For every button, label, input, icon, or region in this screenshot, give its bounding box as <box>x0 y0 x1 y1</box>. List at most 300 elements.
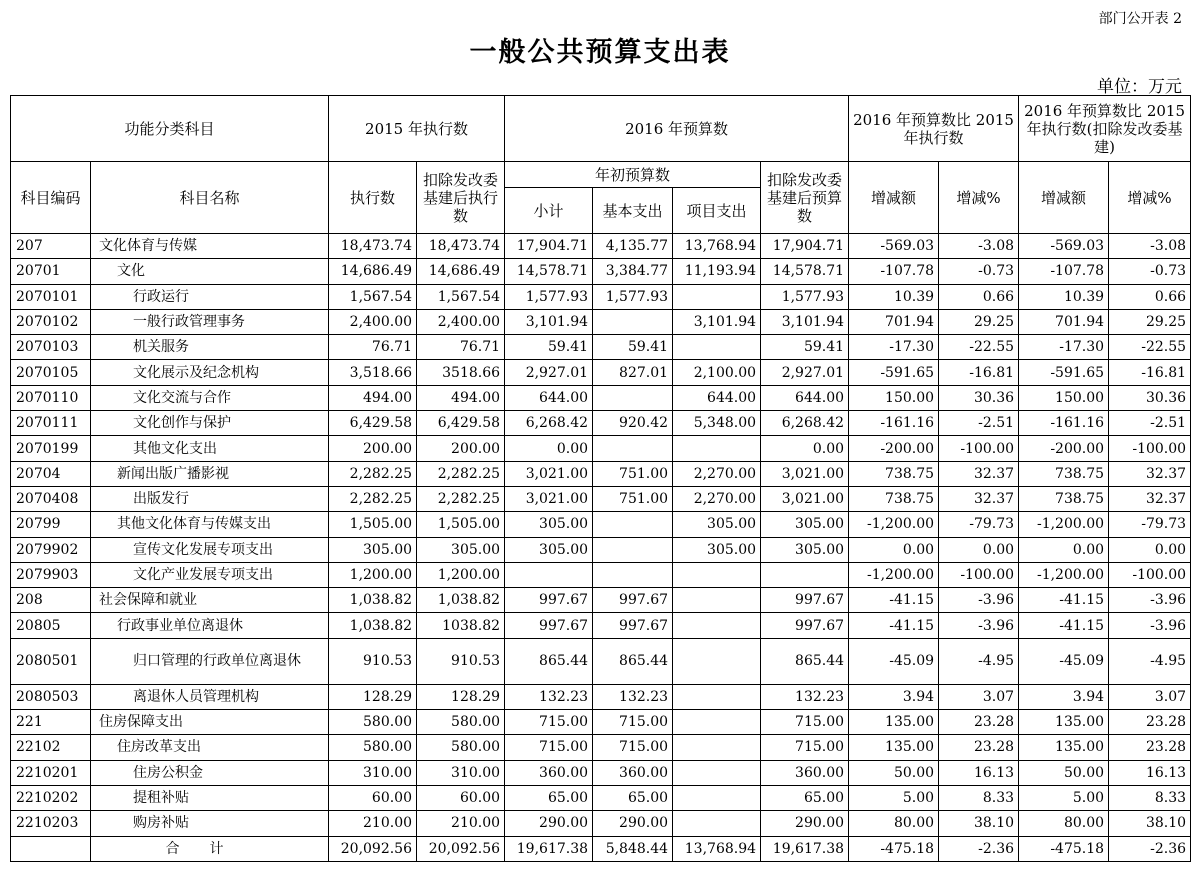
table-row <box>11 613 1191 638</box>
row-value: 0.00 <box>939 537 1019 562</box>
row-value: 17,904.71 <box>761 234 849 259</box>
row-value: 2,927.01 <box>761 360 849 385</box>
table-row <box>11 360 1191 385</box>
header-project: 项目支出 <box>673 188 761 234</box>
row-value: 360.00 <box>761 760 849 785</box>
total-row <box>11 836 1191 861</box>
total-value: 19,617.38 <box>505 836 593 861</box>
row-value: 3.07 <box>939 684 1019 709</box>
row-name: 宣传文化发展专项支出 <box>91 537 329 562</box>
row-value: 60.00 <box>329 785 417 810</box>
row-value: 32.37 <box>1109 486 1191 511</box>
header-exec-excl: 扣除发改委基建后执行数 <box>417 162 505 234</box>
row-value: 5.00 <box>849 785 939 810</box>
row-value: 2,282.25 <box>417 461 505 486</box>
row-code: 2070105 <box>11 360 91 385</box>
row-value: 1,567.54 <box>417 284 505 309</box>
row-code: 2079902 <box>11 537 91 562</box>
form-number-tag: 部门公开表 2 <box>1098 11 1182 27</box>
row-value: -3.96 <box>1109 588 1191 613</box>
row-value: 8.33 <box>939 785 1019 810</box>
header-compare-2015: 2016 年预算数比 2015 年执行数 <box>849 96 1019 162</box>
row-value: 290.00 <box>505 811 593 836</box>
row-value <box>505 562 593 587</box>
row-name: 文化 <box>91 259 329 284</box>
header-basic: 基本支出 <box>593 188 673 234</box>
row-value: 3,021.00 <box>761 486 849 511</box>
row-value: 210.00 <box>329 811 417 836</box>
row-value: 580.00 <box>417 710 505 735</box>
row-name: 提租补贴 <box>91 785 329 810</box>
row-code: 20704 <box>11 461 91 486</box>
table-row <box>11 735 1191 760</box>
row-value <box>673 735 761 760</box>
row-value: 65.00 <box>505 785 593 810</box>
row-value: 1,505.00 <box>417 512 505 537</box>
header-func-class: 功能分类科目 <box>11 96 329 162</box>
row-value: 135.00 <box>849 710 939 735</box>
row-value: 3.94 <box>1019 684 1109 709</box>
row-value: 1,200.00 <box>329 562 417 587</box>
row-value: 32.37 <box>939 486 1019 511</box>
row-value: 128.29 <box>329 684 417 709</box>
table-row <box>11 638 1191 684</box>
row-value: 65.00 <box>761 785 849 810</box>
row-value: 580.00 <box>329 735 417 760</box>
row-code: 20701 <box>11 259 91 284</box>
row-value: 3,384.77 <box>593 259 673 284</box>
row-value: 210.00 <box>417 811 505 836</box>
table-row <box>11 588 1191 613</box>
row-name: 文化体育与传媒 <box>91 234 329 259</box>
row-value: 4,135.77 <box>593 234 673 259</box>
row-value: 135.00 <box>1019 735 1109 760</box>
row-value: 644.00 <box>505 385 593 410</box>
row-value: -17.30 <box>849 335 939 360</box>
row-value: 16.13 <box>1109 760 1191 785</box>
row-value: 3,101.94 <box>673 309 761 334</box>
row-value: 1,200.00 <box>417 562 505 587</box>
row-value: 1,038.82 <box>329 588 417 613</box>
row-value: -3.96 <box>1109 613 1191 638</box>
row-value: 128.29 <box>417 684 505 709</box>
row-value: 2,400.00 <box>329 309 417 334</box>
row-name: 其他文化体育与传媒支出 <box>91 512 329 537</box>
row-value: 6,429.58 <box>417 411 505 436</box>
row-value: 910.53 <box>329 638 417 684</box>
row-name: 住房保障支出 <box>91 710 329 735</box>
row-value: 1,038.82 <box>417 588 505 613</box>
row-value: -41.15 <box>849 613 939 638</box>
header-name: 科目名称 <box>91 162 329 234</box>
row-value: 2,282.25 <box>417 486 505 511</box>
row-value: 23.28 <box>1109 710 1191 735</box>
row-value: 3518.66 <box>417 360 505 385</box>
row-value: 0.00 <box>505 436 593 461</box>
row-value: 1,038.82 <box>329 613 417 638</box>
row-value: 865.44 <box>761 638 849 684</box>
row-value: -161.16 <box>849 411 939 436</box>
row-value: 997.67 <box>505 613 593 638</box>
table-row <box>11 562 1191 587</box>
row-value: -1,200.00 <box>849 512 939 537</box>
row-value: 10.39 <box>1019 284 1109 309</box>
row-value <box>593 385 673 410</box>
row-value: 18,473.74 <box>417 234 505 259</box>
row-name: 机关服务 <box>91 335 329 360</box>
row-code: 2080503 <box>11 684 91 709</box>
row-value: 827.01 <box>593 360 673 385</box>
row-value: -2.51 <box>939 411 1019 436</box>
row-value: 305.00 <box>761 512 849 537</box>
row-value: 3.94 <box>849 684 939 709</box>
row-value: -100.00 <box>1109 436 1191 461</box>
header-budget-excl: 扣除发改委基建后预算数 <box>761 162 849 234</box>
total-value: 20,092.56 <box>417 836 505 861</box>
row-value: 150.00 <box>1019 385 1109 410</box>
row-value: -17.30 <box>1019 335 1109 360</box>
row-name: 住房公积金 <box>91 760 329 785</box>
row-value: 997.67 <box>761 588 849 613</box>
row-value: 30.36 <box>1109 385 1191 410</box>
row-value <box>673 638 761 684</box>
row-value: -3.96 <box>939 613 1019 638</box>
total-label: 合计 <box>91 836 329 861</box>
row-value: 715.00 <box>761 710 849 735</box>
row-value: 2,927.01 <box>505 360 593 385</box>
row-value: 16.13 <box>939 760 1019 785</box>
row-value: 5.00 <box>1019 785 1109 810</box>
row-value <box>673 613 761 638</box>
row-value: 2,270.00 <box>673 461 761 486</box>
row-value: 701.94 <box>1019 309 1109 334</box>
row-value: -3.08 <box>939 234 1019 259</box>
row-name: 行政运行 <box>91 284 329 309</box>
row-value: 910.53 <box>417 638 505 684</box>
row-value: 997.67 <box>593 613 673 638</box>
row-value: 1,577.93 <box>505 284 593 309</box>
row-value: -41.15 <box>849 588 939 613</box>
table-row <box>11 335 1191 360</box>
row-value: 1,505.00 <box>329 512 417 537</box>
row-value: 0.66 <box>1109 284 1191 309</box>
total-value: -475.18 <box>1019 836 1109 861</box>
row-code: 2070199 <box>11 436 91 461</box>
row-code: 208 <box>11 588 91 613</box>
row-name: 住房改革支出 <box>91 735 329 760</box>
total-value: -2.36 <box>939 836 1019 861</box>
total-value: -2.36 <box>1109 836 1191 861</box>
row-value: -79.73 <box>939 512 1019 537</box>
row-code: 2079903 <box>11 562 91 587</box>
row-name: 文化创作与保护 <box>91 411 329 436</box>
row-value: -107.78 <box>849 259 939 284</box>
row-value <box>593 562 673 587</box>
row-value: 0.00 <box>1019 537 1109 562</box>
row-value: 751.00 <box>593 486 673 511</box>
row-code: 2210201 <box>11 760 91 785</box>
row-value: 8.33 <box>1109 785 1191 810</box>
row-value <box>673 811 761 836</box>
row-code: 2080501 <box>11 638 91 684</box>
row-value: 305.00 <box>329 537 417 562</box>
row-value: 580.00 <box>329 710 417 735</box>
row-name: 归口管理的行政单位离退休 <box>91 638 329 684</box>
row-value <box>673 335 761 360</box>
row-value: 6,268.42 <box>761 411 849 436</box>
row-value: 2,270.00 <box>673 486 761 511</box>
row-name: 购房补贴 <box>91 811 329 836</box>
header-exec-2015: 2015 年执行数 <box>329 96 505 162</box>
row-value: 32.37 <box>939 461 1019 486</box>
row-value: 715.00 <box>761 735 849 760</box>
row-value: 18,473.74 <box>329 234 417 259</box>
total-value: 19,617.38 <box>761 836 849 861</box>
row-name: 行政事业单位离退休 <box>91 613 329 638</box>
row-value: 360.00 <box>593 760 673 785</box>
row-value: 751.00 <box>593 461 673 486</box>
row-value <box>673 684 761 709</box>
row-value: 6,429.58 <box>329 411 417 436</box>
row-value: 310.00 <box>417 760 505 785</box>
row-value: 305.00 <box>673 512 761 537</box>
row-value: -41.15 <box>1019 613 1109 638</box>
row-value: 1,577.93 <box>593 284 673 309</box>
header-inc-amt-2: 增减额 <box>1019 162 1109 234</box>
table-body <box>11 234 1191 862</box>
row-value <box>593 512 673 537</box>
row-value: 644.00 <box>673 385 761 410</box>
row-code: 2070102 <box>11 309 91 334</box>
row-value: 738.75 <box>849 461 939 486</box>
row-value: 150.00 <box>849 385 939 410</box>
row-value: 310.00 <box>329 760 417 785</box>
row-value: 6,268.42 <box>505 411 593 436</box>
row-value: 14,686.49 <box>417 259 505 284</box>
row-value: -1,200.00 <box>1019 512 1109 537</box>
row-value: -16.81 <box>939 360 1019 385</box>
row-value: -569.03 <box>1019 234 1109 259</box>
row-value: 2,282.25 <box>329 486 417 511</box>
table-row <box>11 309 1191 334</box>
row-name: 文化交流与合作 <box>91 385 329 410</box>
row-value: -107.78 <box>1019 259 1109 284</box>
row-value: 60.00 <box>417 785 505 810</box>
row-code: 20805 <box>11 613 91 638</box>
row-name: 文化展示及纪念机构 <box>91 360 329 385</box>
row-value: -0.73 <box>1109 259 1191 284</box>
table-row <box>11 785 1191 810</box>
row-value: 644.00 <box>761 385 849 410</box>
row-value: 738.75 <box>1019 461 1109 486</box>
row-value: 76.71 <box>417 335 505 360</box>
row-value: 29.25 <box>939 309 1019 334</box>
row-value: -161.16 <box>1019 411 1109 436</box>
row-value: 1,567.54 <box>329 284 417 309</box>
row-value: -569.03 <box>849 234 939 259</box>
row-value: 132.23 <box>761 684 849 709</box>
row-value: 3,021.00 <box>505 461 593 486</box>
row-value: 50.00 <box>1019 760 1109 785</box>
row-value: 23.28 <box>939 710 1019 735</box>
header-subtotal: 小计 <box>505 188 593 234</box>
budget-expenditure-table <box>10 95 1191 862</box>
row-code: 2070101 <box>11 284 91 309</box>
row-value: 0.00 <box>1109 537 1191 562</box>
row-value: 50.00 <box>849 760 939 785</box>
row-code: 2070110 <box>11 385 91 410</box>
row-name: 其他文化支出 <box>91 436 329 461</box>
row-code: 2070408 <box>11 486 91 511</box>
row-value: 23.28 <box>1109 735 1191 760</box>
row-value: 135.00 <box>1019 710 1109 735</box>
row-value: 76.71 <box>329 335 417 360</box>
header-compare-2015-excl: 2016 年预算数比 2015 年执行数(扣除发改委基建) <box>1019 96 1191 162</box>
row-value: 23.28 <box>939 735 1019 760</box>
header-budget-2016: 2016 年预算数 <box>505 96 849 162</box>
row-value: 3,021.00 <box>505 486 593 511</box>
row-value: 290.00 <box>761 811 849 836</box>
row-value: 0.00 <box>761 436 849 461</box>
row-value: 494.00 <box>329 385 417 410</box>
row-value: -41.15 <box>1019 588 1109 613</box>
row-value: 738.75 <box>1019 486 1109 511</box>
row-value: 11,193.94 <box>673 259 761 284</box>
unit-label: 单位：万元 <box>1097 77 1182 97</box>
row-value: 132.23 <box>505 684 593 709</box>
row-value: 920.42 <box>593 411 673 436</box>
row-value: 494.00 <box>417 385 505 410</box>
header-code: 科目编码 <box>11 162 91 234</box>
table-row <box>11 512 1191 537</box>
total-code-cell <box>11 836 91 861</box>
table-row <box>11 537 1191 562</box>
row-value: 14,578.71 <box>761 259 849 284</box>
row-value: 14,578.71 <box>505 259 593 284</box>
row-value <box>593 537 673 562</box>
row-name: 一般行政管理事务 <box>91 309 329 334</box>
header-inc-pct: 增减% <box>939 162 1019 234</box>
row-value: 0.00 <box>849 537 939 562</box>
row-value <box>593 436 673 461</box>
row-value: 13,768.94 <box>673 234 761 259</box>
row-value: 59.41 <box>761 335 849 360</box>
header-exec: 执行数 <box>329 162 417 234</box>
table-row <box>11 436 1191 461</box>
row-name: 离退休人员管理机构 <box>91 684 329 709</box>
row-value: 715.00 <box>593 710 673 735</box>
row-value: 865.44 <box>505 638 593 684</box>
row-name: 新闻出版广播影视 <box>91 461 329 486</box>
row-value: 59.41 <box>593 335 673 360</box>
table-row <box>11 234 1191 259</box>
row-value: 2,400.00 <box>417 309 505 334</box>
row-value: 3,021.00 <box>761 461 849 486</box>
row-value: -591.65 <box>849 360 939 385</box>
row-value: -2.51 <box>1109 411 1191 436</box>
row-value: 305.00 <box>505 537 593 562</box>
total-value: 5,848.44 <box>593 836 673 861</box>
row-value: -100.00 <box>939 436 1019 461</box>
row-value: 1038.82 <box>417 613 505 638</box>
row-value <box>673 760 761 785</box>
row-value: 5,348.00 <box>673 411 761 436</box>
row-value: 38.10 <box>939 811 1019 836</box>
row-value: 29.25 <box>1109 309 1191 334</box>
row-value <box>593 309 673 334</box>
row-code: 2070103 <box>11 335 91 360</box>
table-row <box>11 710 1191 735</box>
row-value: 200.00 <box>329 436 417 461</box>
row-value: 135.00 <box>849 735 939 760</box>
row-value: 997.67 <box>505 588 593 613</box>
table-row <box>11 811 1191 836</box>
table-row <box>11 385 1191 410</box>
row-value: 997.67 <box>593 588 673 613</box>
row-code: 20799 <box>11 512 91 537</box>
row-value: 80.00 <box>849 811 939 836</box>
row-value: 0.66 <box>939 284 1019 309</box>
row-value: 3.07 <box>1109 684 1191 709</box>
row-value: 14,686.49 <box>329 259 417 284</box>
row-value: 715.00 <box>505 735 593 760</box>
row-code: 2210203 <box>11 811 91 836</box>
row-value <box>673 710 761 735</box>
row-value: -4.95 <box>939 638 1019 684</box>
row-value: -200.00 <box>1019 436 1109 461</box>
header-initial-budget: 年初预算数 <box>505 162 761 188</box>
row-value <box>673 588 761 613</box>
total-value: -475.18 <box>849 836 939 861</box>
row-value: -4.95 <box>1109 638 1191 684</box>
row-name: 文化产业发展专项支出 <box>91 562 329 587</box>
row-value: 80.00 <box>1019 811 1109 836</box>
row-code: 207 <box>11 234 91 259</box>
row-value: 701.94 <box>849 309 939 334</box>
row-value: -0.73 <box>939 259 1019 284</box>
row-value: 997.67 <box>761 613 849 638</box>
table-row <box>11 259 1191 284</box>
row-value: 65.00 <box>593 785 673 810</box>
row-value: 3,518.66 <box>329 360 417 385</box>
row-value: 360.00 <box>505 760 593 785</box>
row-value: -200.00 <box>849 436 939 461</box>
row-value: 32.37 <box>1109 461 1191 486</box>
row-value: 3,101.94 <box>505 309 593 334</box>
header-inc-pct-2: 增减% <box>1109 162 1191 234</box>
row-value: 290.00 <box>593 811 673 836</box>
row-name: 社会保障和就业 <box>91 588 329 613</box>
table-row <box>11 760 1191 785</box>
row-value: -3.08 <box>1109 234 1191 259</box>
row-value: 580.00 <box>417 735 505 760</box>
table-row <box>11 486 1191 511</box>
row-value: 38.10 <box>1109 811 1191 836</box>
row-value: 30.36 <box>939 385 1019 410</box>
document-title: 一般公共预算支出表 <box>469 37 731 68</box>
row-value: -22.55 <box>939 335 1019 360</box>
row-value: 305.00 <box>417 537 505 562</box>
row-value: 305.00 <box>505 512 593 537</box>
row-name: 出版发行 <box>91 486 329 511</box>
row-value: 2,100.00 <box>673 360 761 385</box>
row-value <box>761 562 849 587</box>
row-value: -45.09 <box>849 638 939 684</box>
row-value: 305.00 <box>761 537 849 562</box>
row-value: 3,101.94 <box>761 309 849 334</box>
row-value: -1,200.00 <box>849 562 939 587</box>
row-value: -1,200.00 <box>1019 562 1109 587</box>
